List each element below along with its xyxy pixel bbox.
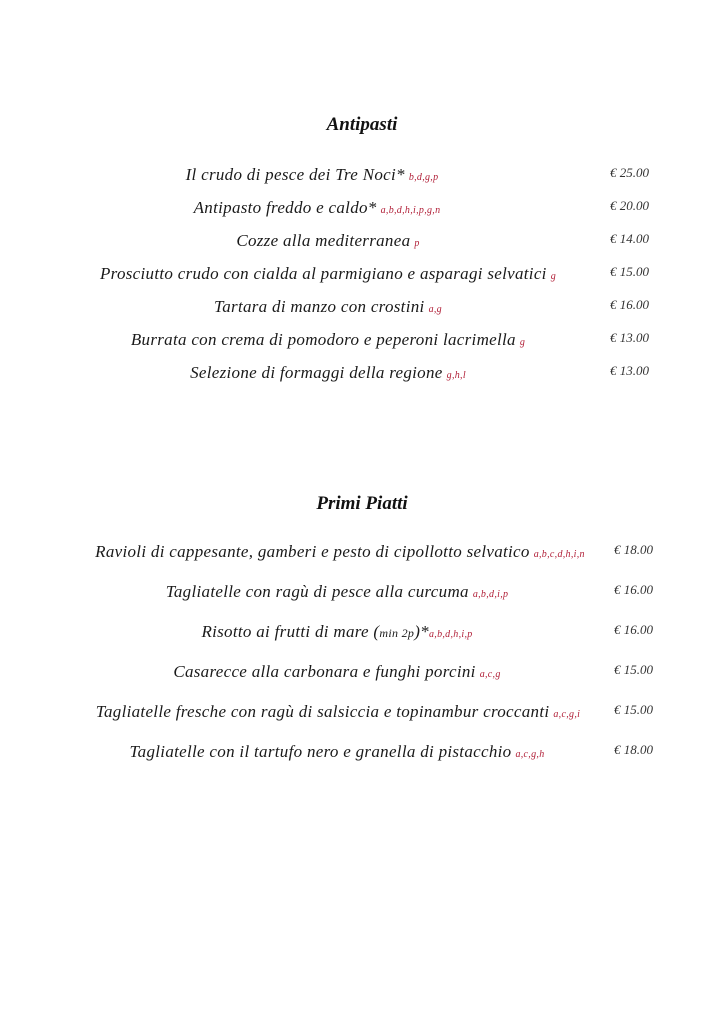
price: € 16.00: [610, 297, 649, 312]
price: € 20.00: [610, 198, 649, 213]
dish-name: Risotto ai frutti di mare (: [201, 622, 380, 641]
dish-name: Antipasto freddo e caldo*: [193, 198, 377, 217]
price: € 15.00: [614, 662, 653, 677]
menu-item: [0, 582, 724, 606]
menu-item: [0, 198, 724, 222]
menu-item: [0, 542, 724, 566]
allergen-codes: a,b,d,h,i,p: [428, 629, 473, 640]
allergen-codes: g,h,l: [446, 370, 466, 381]
menu-item: [0, 622, 724, 646]
menu-item: [0, 662, 724, 686]
dish-name: Selezione di formaggi della regione: [190, 363, 443, 382]
price: € 25.00: [610, 165, 649, 180]
allergen-codes: a,b,d,h,i,p,g,n: [380, 205, 441, 216]
allergen-codes: g: [550, 271, 557, 282]
price: € 18.00: [614, 742, 653, 757]
price: € 13.00: [610, 363, 649, 378]
allergen-codes: a,b,c,d,h,i,n: [533, 549, 585, 560]
dish-name: Il crudo di pesce dei Tre Noci*: [185, 165, 405, 184]
allergen-codes: b,d,g,p: [408, 172, 439, 183]
menu-item: [0, 231, 724, 255]
price: € 15.00: [614, 702, 653, 717]
menu-item: [0, 297, 724, 321]
allergen-codes: a,c,g,i: [553, 709, 581, 720]
allergen-codes: p: [414, 238, 420, 249]
price: € 18.00: [614, 542, 653, 557]
dish-name-suffix: )*: [414, 622, 429, 641]
price: € 16.00: [614, 582, 653, 597]
price: € 13.00: [610, 330, 649, 345]
menu-item: [0, 264, 724, 288]
menu-item: [0, 330, 724, 354]
price: € 15.00: [610, 264, 649, 279]
price: € 16.00: [614, 622, 653, 637]
section-title-primi-piatti: Primi Piatti: [316, 493, 408, 514]
menu-item: [0, 742, 724, 766]
dish-name: Tagliatelle fresche con ragù di salsiccia e topinambur croccanti: [95, 702, 550, 721]
allergen-codes: a,c,g,h: [515, 749, 545, 760]
dish-name: Burrata con crema di pomodoro e peperoni lacrimella: [130, 330, 516, 349]
dish-name: Tagliatelle con ragù di pesce alla curcuma: [165, 582, 469, 601]
dish-name: Ravioli di cappesante, gamberi e pesto di cipollotto selvatico: [95, 542, 530, 561]
menu-item: [0, 702, 724, 726]
dish-name: Tagliatelle con il tartufo nero e granella di pistacchio: [129, 742, 512, 761]
dish-name: Tartara di manzo con crostini: [214, 297, 425, 316]
allergen-codes: a,g: [428, 304, 442, 315]
section-title-antipasti: Antipasti: [326, 114, 398, 135]
dish-name: Prosciutto crudo con cialda al parmigiano e asparagi selvatici: [99, 264, 547, 283]
menu-item: [0, 363, 724, 387]
allergen-codes: g: [519, 337, 526, 348]
allergen-codes: a,c,g: [479, 669, 501, 680]
menu-item: [0, 165, 724, 189]
dish-name: Cozze alla mediterranea: [236, 231, 411, 250]
allergen-codes: a,b,d,i,p: [472, 589, 509, 600]
portion-note: min 2p: [379, 626, 415, 640]
dish-name: Casarecce alla carbonara e funghi porcini: [173, 662, 476, 681]
price: € 14.00: [610, 231, 649, 246]
